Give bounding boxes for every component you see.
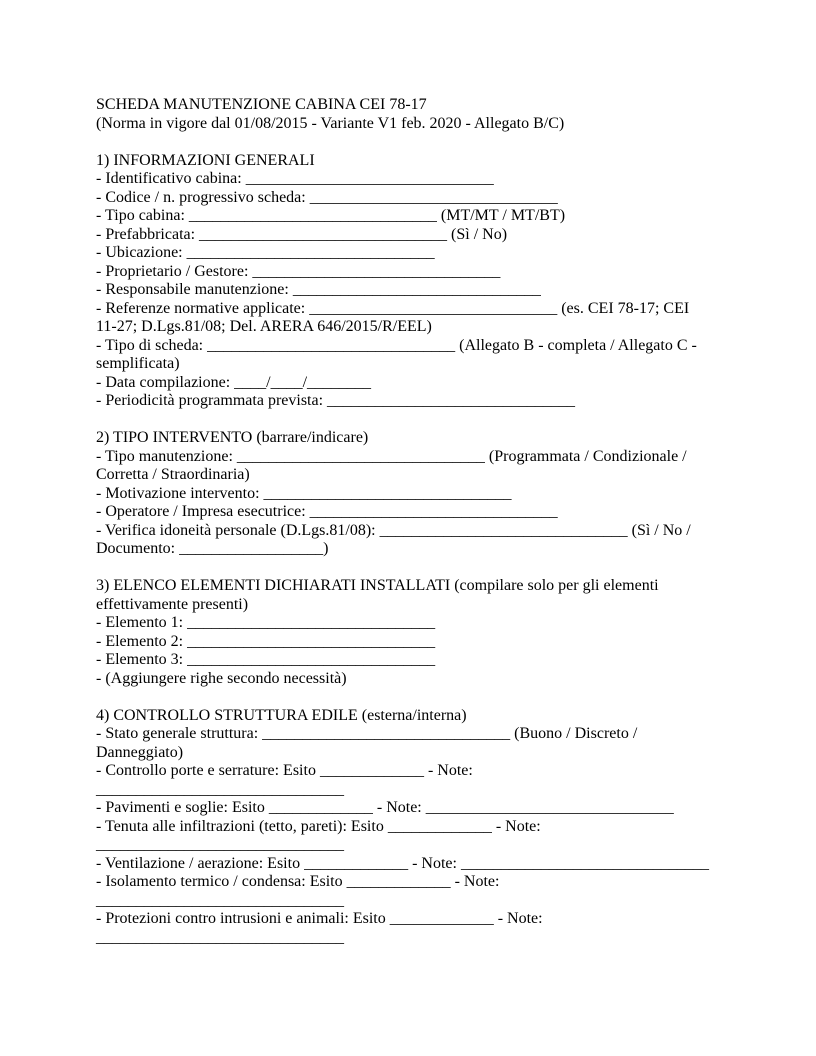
form-line: - Pavimenti e soglie: Esito _____________ - Note: _______________________________ [96, 799, 674, 816]
document-header [96, 96, 776, 133]
form-line: - Operatore / Impresa esecutrice: _______________________________ [96, 503, 558, 520]
form-line: Corretta / Straordinaria) [96, 466, 250, 483]
form-line: - Protezioni contro intrusioni e animali: Esito _____________ - Note: [96, 910, 543, 927]
section-controllo-struttura-edile [96, 707, 776, 948]
form-line: - Verifica idoneità personale (D.Lgs.81/08): _______________________________ (Sì / No / [96, 521, 691, 539]
form-line: - Ubicazione: _______________________________ [96, 244, 435, 261]
section-tipo-intervento [96, 429, 776, 559]
section-heading-line: effettivamente presenti) [96, 595, 249, 613]
section-elenco-elementi-installati [96, 577, 776, 688]
form-line: - Referenze normative applicate: _______________________________ (es. CEI 78-17; CEI [96, 299, 690, 317]
form-line: - Responsabile manutenzione: _______________________________ [96, 281, 541, 298]
form-line: - Codice / n. progressivo scheda: _______________________________ [96, 188, 558, 206]
form-line: - Tipo di scheda: _______________________________ (Allegato B - completa / Allegato C - [96, 336, 697, 354]
form-line: - Elemento 3: _______________________________ [96, 651, 436, 668]
form-line: - Ventilazione / aerazione: Esito _____________ - Note: _______________________________ [96, 854, 709, 872]
form-line: _______________________________ [96, 928, 344, 946]
form-line: - Data compilazione: ____/____/________ [96, 373, 372, 391]
form-line: - Identificativo cabina: _______________________________ [96, 170, 494, 187]
form-line: Danneggiato) [96, 743, 184, 761]
form-line: - Periodicità programmata prevista: _______________________________ [96, 392, 576, 409]
document-subtitle: (Norma in vigore dal 01/08/2015 - Variante V1 feb. 2020 - Allegato B/C) [96, 114, 565, 132]
section-heading-line: 1) INFORMAZIONI GENERALI [96, 151, 315, 169]
form-line: - Proprietario / Gestore: _______________________________ [96, 262, 501, 280]
sections [96, 152, 776, 948]
form-line: _______________________________ [96, 891, 344, 909]
section-informazioni-generali [96, 152, 776, 411]
form-line: - Tipo cabina: _______________________________ (MT/MT / MT/BT) [96, 207, 566, 224]
form-line: - (Aggiungere righe secondo necessità) [96, 669, 347, 687]
form-line: Documento: __________________) [96, 540, 329, 557]
section-heading-line: 2) TIPO INTERVENTO (barrare/indicare) [96, 429, 369, 446]
form-line: - Motivazione intervento: _______________________________ [96, 484, 512, 502]
form-line: - Prefabbricata: _______________________________ (Sì / No) [96, 225, 508, 243]
form-line: semplificata) [96, 355, 180, 372]
form-line: - Stato generale struttura: _______________________________ (Buono / Discreto / [96, 725, 638, 742]
form-line: 11-27; D.Lgs.81/08; Del. ARERA 646/2015/R/EEL) [96, 318, 432, 335]
section-heading-line: 3) ELENCO ELEMENTI DICHIARATI INSTALLATI (compilare solo per gli elementi [96, 577, 659, 594]
form-line: _______________________________ [96, 836, 344, 853]
document-title: SCHEDA MANUTENZIONE CABINA CEI 78-17 [96, 96, 427, 113]
form-line: _______________________________ [96, 780, 344, 798]
form-line: - Elemento 2: _______________________________ [96, 632, 436, 650]
section-heading-line: 4) CONTROLLO STRUTTURA EDILE (esterna/interna) [96, 706, 467, 724]
form-line: - Tenuta alle infiltrazioni (tetto, pareti): Esito _____________ - Note: [96, 817, 541, 835]
form-line: - Tipo manutenzione: _______________________________ (Programmata / Condizionale / [96, 447, 687, 465]
form-line: - Controllo porte e serrature: Esito _____________ - Note: [96, 762, 473, 779]
form-line: - Isolamento termico / condensa: Esito _____________ - Note: [96, 873, 500, 890]
document-content [96, 96, 776, 947]
form-line: - Elemento 1: _______________________________ [96, 614, 436, 631]
